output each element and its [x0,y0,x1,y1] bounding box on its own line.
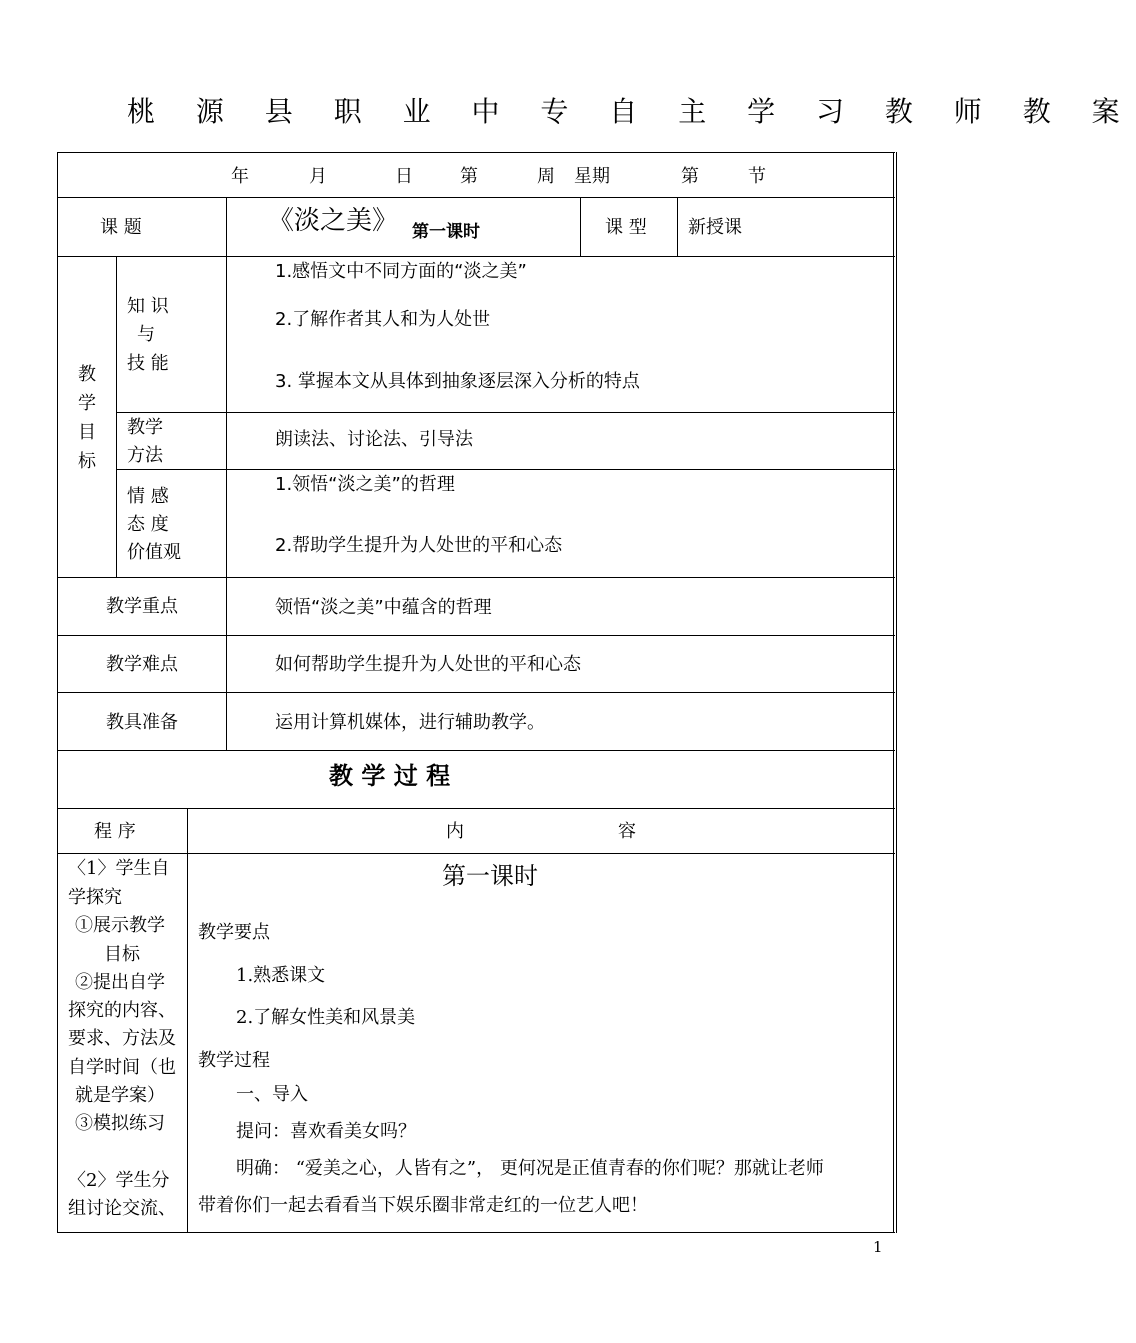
procedure-line: 自学时间（也 [68,1057,176,1078]
knowledge-item: 3. 掌握本文从具体到抽象逐层深入分析的特点 [275,371,640,392]
procedure-line: 就是学案） [75,1085,165,1106]
teaching-point: 2.了解女性美和风景美 [236,1007,416,1028]
month-label: 月 [309,166,327,187]
weekday-label: 星期 [574,166,610,187]
procedure-line: 组讨论交流、 [68,1198,176,1219]
procedure-line: ②提出自学 [75,972,165,993]
procedure-column-header: 程 序 [94,821,136,842]
process-section-title: 教 学 过 程 [329,762,451,790]
intro-heading: 一、导入 [236,1084,308,1105]
procedure-line: 要求、方法及 [68,1028,176,1049]
procedure-line: ③模拟练习 [75,1113,165,1134]
lesson-type-value: 新授课 [688,217,742,238]
emotion-item: 1.领悟“淡之美”的哲理 [275,474,455,495]
teaching-point: 1.熟悉课文 [236,965,326,986]
procedure-line: 目标 [104,944,140,965]
procedure-line: 〈2〉学生分 [68,1170,170,1191]
procedure-line: 探究的内容、 [68,1000,176,1021]
year-label: 年 [231,166,249,187]
document-title: 桃 源 县 职 业 中 专 自 主 学 习 教 师 教 案 [127,95,1136,128]
procedure-line: 〈1〉学生自 [68,858,170,879]
week-prefix-label: 第 [460,166,478,187]
content-column-header-right: 容 [618,821,636,842]
topic-subtitle: 第一课时 [412,222,480,242]
page-number: 1 [873,1238,883,1256]
knowledge-item: 2.了解作者其人和为人处世 [275,309,491,330]
method-text: 朗读法、讨论法、引导法 [275,429,473,450]
key-point-label: 教学重点 [106,596,178,617]
teaching-points-label: 教学要点 [198,922,270,943]
topic-title: 《淡之美》 [268,206,399,236]
period-prefix-label: 第 [681,166,699,187]
answer-text: 明确： “爱美之心，人皆有之”， 更何况是正值青春的你们呢？那就让老师 [236,1158,824,1179]
difficulty-text: 如何帮助学生提升为人处世的平和心态 [275,654,581,675]
period-suffix-label: 节 [748,166,766,187]
difficulty-label: 教学难点 [106,654,178,675]
content-heading: 第一课时 [442,862,538,890]
content-column-header-left: 内 [446,821,464,842]
materials-text: 运用计算机媒体，进行辅助教学。 [275,712,545,733]
procedure-line: ①展示教学 [75,915,165,936]
procedure-line: 学探究 [68,887,122,908]
emotion-item: 2.帮助学生提升为人处世的平和心态 [275,535,563,556]
materials-label: 教具准备 [106,712,178,733]
question-text: 提问：喜欢看美女吗？ [236,1121,416,1142]
key-point-text: 领悟“淡之美”中蕴含的哲理 [275,597,492,618]
week-suffix-label: 周 [537,166,555,187]
knowledge-item: 1.感悟文中不同方面的“淡之美” [275,261,527,282]
teaching-process-label: 教学过程 [198,1050,270,1071]
lesson-type-label: 课 型 [605,217,647,238]
day-label: 日 [395,166,413,187]
answer-text: 带着你们一起去看看当下娱乐圈非常走红的一位艺人吧！ [198,1195,648,1216]
topic-label: 课 题 [100,217,142,238]
